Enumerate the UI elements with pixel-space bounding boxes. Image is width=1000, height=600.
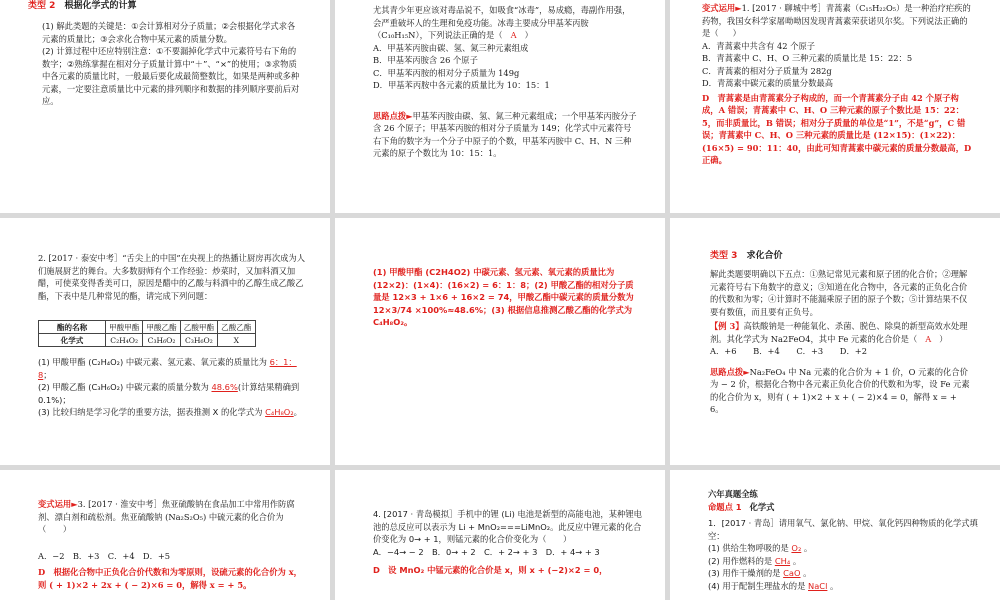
table-header-cell: 化学式 (39, 334, 106, 347)
tile-variant-1 (670, 0, 1000, 213)
option-d: D．青蒿素中碳元素的质量分数最高 (702, 78, 834, 88)
subquestions (38, 356, 310, 419)
option-c: C．青蒿素的相对分子质量为 282g (702, 65, 832, 76)
subquestion-2: (2) 甲酸乙酯 (C₃H₆O₂) 中碳元素的质量分数为 48.6%(计算结果精确到 0.1%)； (38, 382, 300, 405)
question-block (38, 252, 308, 302)
hint-label: 思路点拨► (373, 110, 413, 121)
question-text: 变式运用►3. [2017 · 淮安中考］焦亚硫酸钠在食品加工中常用作防腐剂、漂白剂和疏松剂。焦亚硫酸钠 (Na₂S₂O₅) 中硫元素的化合价为（ ） (38, 499, 295, 534)
example-label: 【例 3】 (710, 321, 744, 331)
hint-label: 思路点拨► (710, 366, 750, 377)
table-cell: 甲酸乙酯 (143, 321, 180, 334)
paragraph: (2) 计算过程中还应特别注意：①不要漏掉化学式中元素符号右下角的数字；②熟练掌握在相对分子质量计算中“＋”、“×”的使用；③求物质中各元素的质量比时，一般最后要化成最简整数比，如果是两种或多种元素，一定要注意质量比中元素的排列顺序和数据的排列顺序要前后对应。 (42, 46, 300, 106)
heading-text: 求化合价 (746, 251, 783, 261)
answer-blank: CH₄ (774, 555, 791, 566)
question-text: 变式运用►1. [2017 · 聊城中考］青蒿素（C₁₅H₂₂O₅）是一种治疗疟疾的药物，我国女科学家屠呦呦因发现青蒿素荣获诺贝尔奖。下列说法正确的是（ ） (702, 3, 971, 38)
tile-six-year-exam (670, 470, 1000, 600)
tile-type2-calc (0, 0, 330, 213)
heading-text: 根据化学式的计算 (64, 1, 137, 11)
answer-blank: 48.6% (211, 382, 238, 392)
table-cell: X (218, 334, 255, 347)
answer-explanation: D 设 MnO₂ 中锰元素的化合价是 x，则 x + (−2)×2 = 0， (373, 565, 608, 575)
options: A．−4→ − 2 B．0→ + 2 C．+ 2→ + 3 D．+ 4→ + 3 (373, 546, 600, 557)
table-header-cell: 酯的名称 (39, 321, 106, 334)
question-text: 1．[2017 · 青岛］请用氧气、氯化钠、甲烷、氧化钙四种物质的化学式填空： (708, 518, 978, 541)
table-row (39, 321, 256, 334)
heading-type-label: 类型 3 (710, 251, 738, 261)
answer-blank: CaO (783, 568, 801, 578)
question-block (702, 2, 972, 167)
hint-block: 思路点拨►Na₂FeO₄ 中 Na 元素的化合价为 + 1 价，O 元素的化合价为 − 2 价，根据化合物中各元素正负化合价的代数和为零，设 Fe 元素的化合价为 x，则有 ( + 1)×2 + x + ( − 2)×4 = 0，解得 x = + 6。 (710, 366, 970, 414)
fill-item: (1) 供给生物呼吸的是 O₂ 。 (708, 543, 813, 553)
table-cell: 乙酸乙酯 (218, 321, 255, 334)
section-heading (710, 248, 783, 261)
heading-type-label: 类型 2 (28, 1, 56, 11)
option-c: C．甲基苯丙胺的相对分子质量为 149g (373, 67, 520, 78)
answer-blank: C₄H₈O₂ (265, 407, 294, 417)
answer-explanation: D 根据化合物中正负化合价代数和为零原则，设硫元素的化合价为 x，则 ( + 1)×2 + 2x + ( − 2)×6 = 0，解得 x = + 5。 (38, 567, 302, 590)
ester-table (38, 320, 256, 347)
tile-ester-answer (335, 218, 665, 465)
question-text: 2. [2017 · 泰安中考］“舌尖上的中国”在央视上的热播让厨房再次成为人们施展厨艺的舞台。大多数厨师有个工作经验：炒菜时，又加料酒又加醋，可使菜变得香美可口，原因是醋中的乙酸与料酒中的乙醇生成乙酸乙酯，下表中是几种常见的酯，请完成下列问题： (38, 253, 306, 301)
paragraph: 解此类题要明确以下五点：①熟记常见元素和原子团的化合价；②理解元素符号右下角数字的意义；③知道在化合物中，各元素的正负化合价的代数和为零；④计算时不能漏乘原子团的原子个数；⑤计算结果不仅要有数值，而且要有正负号。 (710, 269, 968, 317)
fill-item: (4) 用于配制生理盐水的是 NaCl 。 (708, 580, 839, 591)
fill-item: (2) 用作燃料的是 CH₄ 。 (708, 555, 802, 566)
example-question: 【例 3】高铁酸钠是一种能氧化、杀菌、脱色、除臭的新型高效水处理剂。其化学式为 Na2FeO4，其中 Fe 元素的化合价是（ A ） (710, 321, 968, 344)
variant-label: 变式运用► (702, 3, 742, 13)
answer-blank: O₂ (791, 543, 802, 553)
topic-heading: 命题点 1 化学式 (708, 501, 775, 512)
table-cell: 乙酸甲酯 (180, 321, 217, 334)
table-cell: C₃H₆O₂ (180, 334, 217, 347)
option-b: B．甲基苯丙胺含 26 个原子 (373, 55, 478, 65)
body-text (710, 268, 972, 416)
subquestion-3: (3) 比较归纳是学习化学的重要方法，据表推测 X 的化学式为 C₄H₈O₂。 (38, 407, 302, 417)
tile-lithium-question (335, 470, 665, 600)
option-a: A．甲基苯丙胺由碳、氢、氮三种元素组成 (373, 42, 529, 53)
tile-type3-valence (670, 218, 1000, 465)
table-cell: C₂H₄O₂ (106, 334, 143, 347)
exam-block (708, 488, 978, 592)
options: A．+6 B．+4 C．+3 D．+2 (710, 346, 867, 356)
table-row (39, 334, 256, 347)
section-title: 六年真题全练 (708, 489, 758, 499)
question-block (373, 4, 637, 160)
option-a: A．青蒿素中共含有 42 个原子 (702, 40, 816, 51)
question-block (373, 508, 643, 577)
answer-blank: NaCl (808, 580, 828, 591)
paragraph: (1) 解此类题的关键是：①会计算相对分子质量；②会根据化学式求各元素的质量比；③会求化合物中某元素的质量分数。 (42, 21, 296, 44)
body-text (42, 20, 300, 108)
fill-item: (3) 用作干燥剂的是 CaO 。 (708, 568, 812, 578)
tile-variant-3 (0, 470, 330, 600)
section-heading (28, 0, 137, 12)
subquestion-1: (1) 甲酸甲酯 (C₂H₄O₂) 中碳元素、氢元素、氧元素的质量比为 6：1：8； (38, 357, 297, 380)
question-text: 4. [2017 · 青岛模拟］手机中的锂 (Li) 电池是新型的高能电池，某种锂电池的总反应可以表示为 Li + MnO₂===LiMnO₂。此反应中锂元素的化合价变化为 0→ + 1，则锰元素的化合价变化为（ ） (373, 509, 642, 544)
hint-block: 思路点拨►甲基苯丙胺由碳、氢、氮三种元素组成；一个甲基苯丙胺分子含 26 个原子；甲基苯丙胺的相对分子质量为 149；化学式中元素符号右下角的数字为一个分子中原子的个数，甲基苯丙胺中 C、H、N 三种元素的原子个数比为 10：15：1。 (373, 110, 637, 158)
tile-ester-question (0, 218, 330, 465)
options: A．−2 B．+3 C．+4 D．+5 (38, 550, 171, 561)
answer-explanation: (1) 甲酸甲酯 (C2H4O2) 中碳元素、氢元素、氧元素的质量比为 (12×2)：(1×4)：(16×2) = 6：1：8；(2) 甲酸乙酯的相对分子质量是 12×3 + 1×6 + 16×2 = 74，甲酸乙酯中碳元素的质量分数为 12×3/74 ×100%≈48.6%；(3) 根据信息推测乙酸乙酯的化学式为 C₄H₈O₂。 (373, 267, 634, 327)
answer-blank: 6：1：8 (38, 357, 297, 380)
table-cell: 甲酸甲酯 (106, 321, 143, 334)
question-text: 尤其青少年更应该对毒品说不，如吸食“冰毒”，易成瘾，毒副作用强，会严重破坏人的生理和免疫功能。冰毒主要成分甲基苯丙胺（C₁₀H₁₅N），下列说法正确的是（ A ） (373, 5, 631, 40)
tile-drug-question (335, 0, 665, 213)
question-block (38, 498, 308, 591)
option-b: B．青蒿素中 C、H、O 三种元素的质量比是 15：22：5 (702, 53, 913, 63)
table-cell: C₃H₆O₂ (143, 334, 180, 347)
option-d: D．甲基苯丙胺中各元素的质量比为 10：15：1 (373, 80, 550, 90)
variant-label: 变式运用► (38, 499, 78, 509)
answer-explanation: D 青蒿素是由青蒿素分子构成的，而一个青蒿素分子由 42 个原子构成，A 错误；青蒿素中 C、H、O 三种元素的原子个数比是 15：22：5，而非质量比，B 错误；相对分子质量的单位是“1”，不是“g”，C 错误；青蒿素中 C、H、O 三种元素的质量比是 (12×15)：(1×22)：(16×5) = 90：11：40，由此可知青蒿素中碳元素的质量分数最高，D 正确。 (702, 92, 972, 165)
